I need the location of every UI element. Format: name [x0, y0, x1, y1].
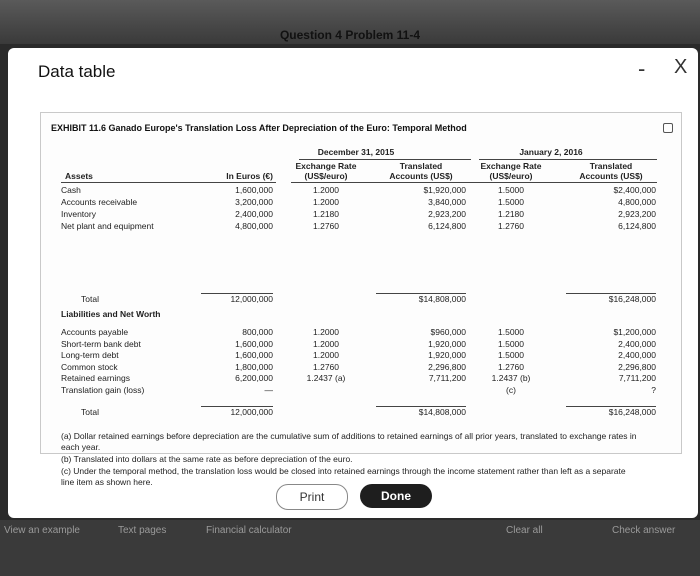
total-rule	[566, 406, 656, 407]
done-button[interactable]: Done	[360, 484, 432, 508]
cell-trans2: 2,296,800	[618, 361, 656, 372]
cell-euros: 1,600,000	[235, 350, 273, 360]
footnote-b: (b) Translated into dollars at the same rate as before depreciation of the euro.	[61, 454, 353, 464]
cell-trans2: $1,200,000	[613, 327, 656, 337]
total-rule	[376, 406, 466, 407]
col-rate1-line1: Exchange Rate	[295, 161, 357, 171]
cell-rate2: 1.2760	[498, 361, 524, 372]
cell-euros: —	[264, 384, 273, 395]
cell-trans2: 7,711,200	[618, 373, 656, 383]
modal-title: Data table	[38, 62, 116, 81]
cell-rate1: 1.2000	[313, 197, 339, 207]
total-euros: 12,000,000	[230, 294, 273, 304]
cell-rate1: 1.2000	[313, 338, 339, 349]
row-label: Net plant and equipment	[61, 221, 154, 231]
cell-euros: 1,800,000	[235, 361, 273, 372]
col-rate2-line1: Exchange Rate	[480, 161, 542, 171]
group-underline-dec	[299, 159, 471, 160]
cell-trans2: 2,400,000	[618, 338, 656, 349]
row-label: Accounts payable	[61, 327, 129, 337]
print-button[interactable]: Print	[276, 484, 348, 510]
total-label: Total	[81, 407, 99, 417]
col-rate2	[476, 161, 546, 181]
close-button[interactable]: X	[674, 56, 688, 78]
total-euros: 12,000,000	[230, 407, 273, 417]
copy-icon[interactable]	[663, 123, 673, 133]
row-label: Cash	[61, 185, 81, 195]
cell-rate1: 1.2000	[313, 327, 339, 337]
col-trans2-line2: Accounts (US$)	[579, 171, 643, 181]
cell-euros: 1,600,000	[235, 185, 273, 195]
cell-rate1: 1.2000	[313, 185, 339, 195]
group-underline-jan	[479, 159, 657, 160]
row-label: Translation gain (loss)	[61, 384, 145, 395]
bottom-toolbar	[0, 520, 700, 576]
cell-rate2: 1.5000	[498, 185, 524, 195]
col-rate2-line2: (US$/euro)	[489, 171, 533, 181]
cell-trans1: 3,840,000	[428, 197, 466, 207]
col-assets: Assets	[65, 171, 93, 181]
data-table-modal	[8, 48, 698, 518]
total-trans1: $14,808,000	[418, 407, 466, 417]
cell-rate2: 1.5000	[498, 338, 524, 349]
cell-rate2: 1.5000	[498, 327, 524, 337]
liabilities-header: Liabilities and Net Worth	[61, 309, 161, 319]
footnote-c: (c) Under the temporal method, the translation loss would be closed into retained earnings through the income statement rather than left as a separate line item as shown here.	[61, 466, 626, 487]
minimize-button[interactable]: -	[638, 56, 646, 81]
clear-all-button[interactable]: Clear all	[506, 525, 543, 536]
cell-trans1: 2,923,200	[428, 209, 466, 219]
cell-trans2: 6,124,800	[618, 221, 656, 231]
cell-trans1: $960,000	[430, 327, 466, 337]
cell-trans2: 2,923,200	[618, 209, 656, 219]
total-rule	[201, 293, 273, 294]
cell-rate1: 1.2180	[313, 209, 339, 219]
view-example-link[interactable]: View an example	[4, 525, 80, 536]
total-rule	[566, 293, 656, 294]
cell-euros: 3,200,000	[235, 197, 273, 207]
cell-trans1: 1,920,000	[428, 338, 466, 349]
cell-trans1: 1,920,000	[428, 350, 466, 360]
total-trans2: $16,248,000	[608, 407, 656, 417]
header-rule-right	[291, 182, 657, 183]
col-trans1	[376, 161, 466, 181]
row-label: Accounts receivable	[61, 197, 138, 207]
question-title: Question 4 Problem 11-4	[279, 28, 421, 42]
cell-euros: 4,800,000	[235, 221, 273, 231]
cell-trans1: 7,711,200	[428, 373, 466, 383]
cell-euros: 1,600,000	[235, 338, 273, 349]
total-rule	[201, 406, 273, 407]
cell-rate1: 1.2000	[313, 350, 339, 360]
col-trans2-line1: Translated	[589, 161, 633, 171]
cell-rate2: 1.5000	[498, 350, 524, 360]
exhibit-title: EXHIBIT 11.6 Ganado Europe's Translation Loss After Depreciation of the Euro: Temporal Method	[51, 123, 467, 133]
cell-rate2: 1.2760	[498, 221, 524, 231]
cell-rate1: 1.2760	[313, 361, 339, 372]
footnote-a: (a) Dollar retained earnings before depreciation are the cumulative sum of additions to retained earnings of all prior years, translated to exchange rates in each year.	[61, 431, 637, 452]
row-label: Long-term debt	[61, 350, 119, 360]
group-header-jan: January 2, 2016	[519, 147, 583, 157]
cell-trans1: $1,920,000	[423, 185, 466, 195]
col-euros: In Euros (€)	[226, 171, 273, 181]
cell-trans2: $2,400,000	[613, 185, 656, 195]
cell-rate2: 1.5000	[498, 197, 524, 207]
col-rate1	[291, 161, 361, 181]
total-trans1: $14,808,000	[418, 294, 466, 304]
total-trans2: $16,248,000	[608, 294, 656, 304]
check-answer-button[interactable]: Check answer	[612, 525, 676, 536]
total-label: Total	[81, 294, 99, 304]
financial-calculator-link[interactable]: Financial calculator	[206, 525, 292, 536]
row-label: Short-term bank debt	[61, 338, 141, 349]
cell-trans1: 6,124,800	[428, 221, 466, 231]
header-rule-left	[61, 182, 276, 183]
col-trans1-line2: Accounts (US$)	[389, 171, 453, 181]
group-header-dec: December 31, 2015	[317, 147, 395, 157]
total-rule	[376, 293, 466, 294]
cell-euros: 2,400,000	[235, 209, 273, 219]
row-label: Retained earnings	[61, 373, 130, 383]
col-trans2	[566, 161, 656, 181]
cell-rate1: 1.2437 (a)	[306, 373, 346, 383]
col-trans1-line1: Translated	[399, 161, 443, 171]
cell-trans1: 2,296,800	[428, 361, 466, 372]
exhibit-table	[40, 112, 682, 487]
row-label: Inventory	[61, 209, 96, 219]
text-pages-link[interactable]: Text pages	[118, 525, 167, 536]
cell-trans2: ?	[651, 384, 656, 395]
cell-euros: 6,200,000	[235, 373, 273, 383]
cell-rate2: 1.2437 (b)	[491, 373, 531, 383]
cell-euros: 800,000	[242, 327, 273, 337]
col-rate1-line2: (US$/euro)	[304, 171, 348, 181]
cell-trans2: 2,400,000	[618, 350, 656, 360]
cell-rate2: (c)	[506, 384, 516, 395]
cell-rate2: 1.2180	[498, 209, 524, 219]
footnotes	[61, 431, 641, 489]
cell-trans2: 4,800,000	[618, 197, 656, 207]
row-label: Common stock	[61, 361, 118, 372]
cell-rate1: 1.2760	[313, 221, 339, 231]
